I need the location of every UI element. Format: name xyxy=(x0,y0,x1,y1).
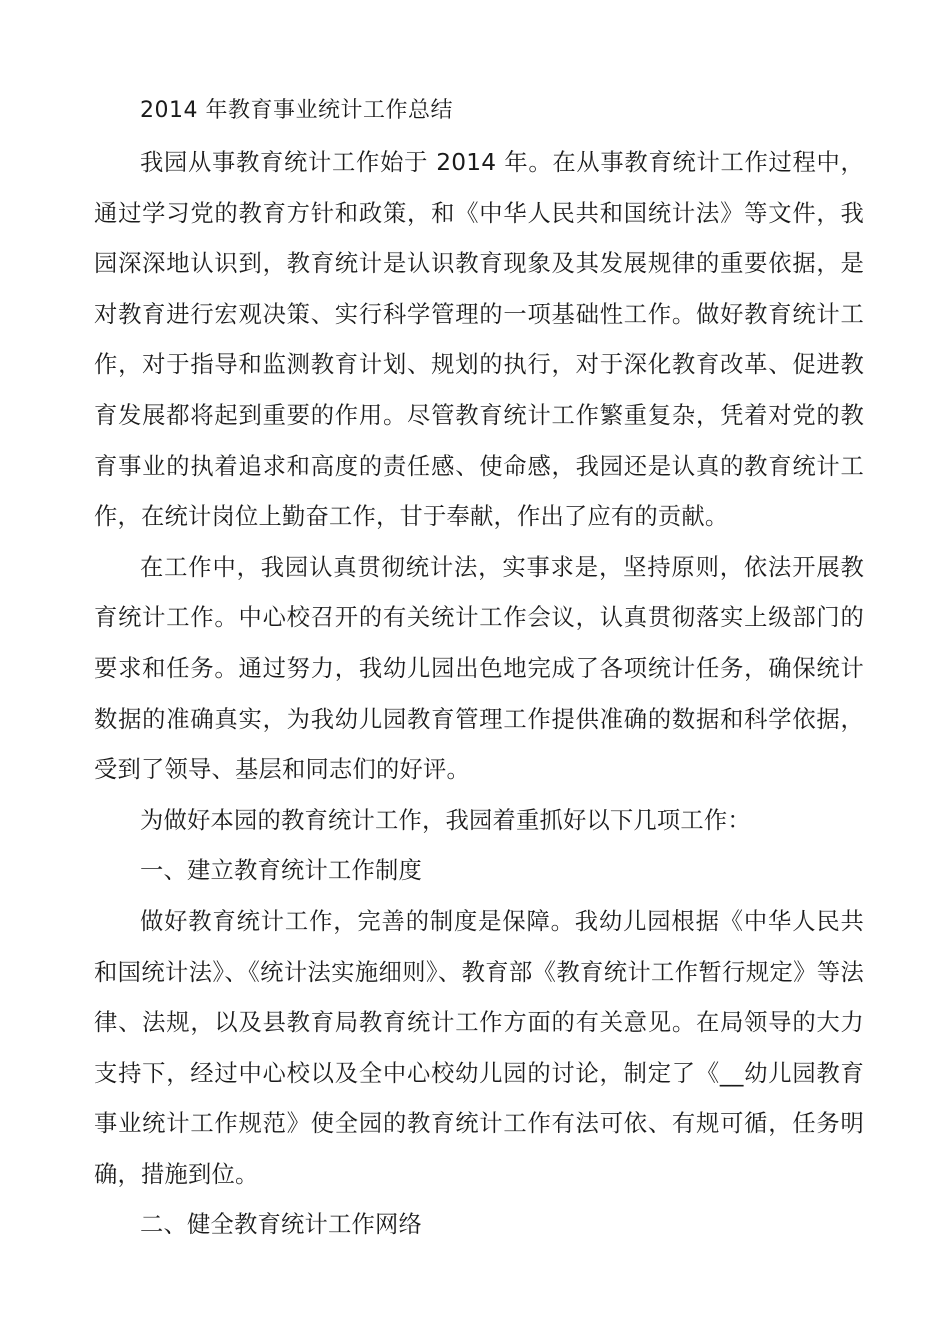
document-title: 2014 年教育事业统计工作总结 xyxy=(140,98,453,123)
section-heading: 二、健全教育统计工作网络 xyxy=(140,1211,422,1239)
paragraph: 我园从事教育统计工作始于 2014 年。在从事教育统计工作过程中，通过学习党的教育方针和政策，和《中华人民共和国统计法》等文件，我园深深地认识到，教育统计是认识教育现象及其发展规律的重要依据，是对教育进行宏观决策、实行科学管理的一项基础性工作。做好教育统计工作，对于指导和监测教育计划、规划的执行，对于深化教育改革、促进教育发展都将起到重要的作用。尽管教育统计工作繁重复杂，凭着对党的教育事业的执着追求和高度的责任感、使命感，我园还是认真的教育统计工作，在统计岗位上勤奋工作，甘于奉献，作出了应有的贡献。 xyxy=(94,149,864,531)
paragraph: 在工作中，我园认真贯彻统计法，实事求是，坚持原则，依法开展教育统计工作。中心校召开的有关统计工作会议，认真贯彻落实上级部门的要求和任务。通过努力，我幼儿园出色地完成了各项统计任务，确保统计数据的准确真实，为我幼儿园教育管理工作提供准确的数据和科学依据，受到了领导、基层和同志们的好评。 xyxy=(94,553,864,784)
paragraph: 为做好本园的教育统计工作，我园着重抓好以下几项工作： xyxy=(140,806,751,834)
document-body xyxy=(94,138,864,1251)
paragraph: 做好教育统计工作，完善的制度是保障。我幼儿园根据《中华人民共和国统计法》、《统计法实施细则》、教育部《教育统计工作暂行规定》等法律、法规，以及县教育局教育统计工作方面的有关意见。在局领导的大力支持下，经过中心校以及全中心校幼儿园的讨论，制定了《__幼儿园教育事业统计工作规范》使全园的教育统计工作有法可依、有规可循，任务明确，措施到位。 xyxy=(94,907,864,1188)
section-heading: 一、建立教育统计工作制度 xyxy=(140,857,422,885)
